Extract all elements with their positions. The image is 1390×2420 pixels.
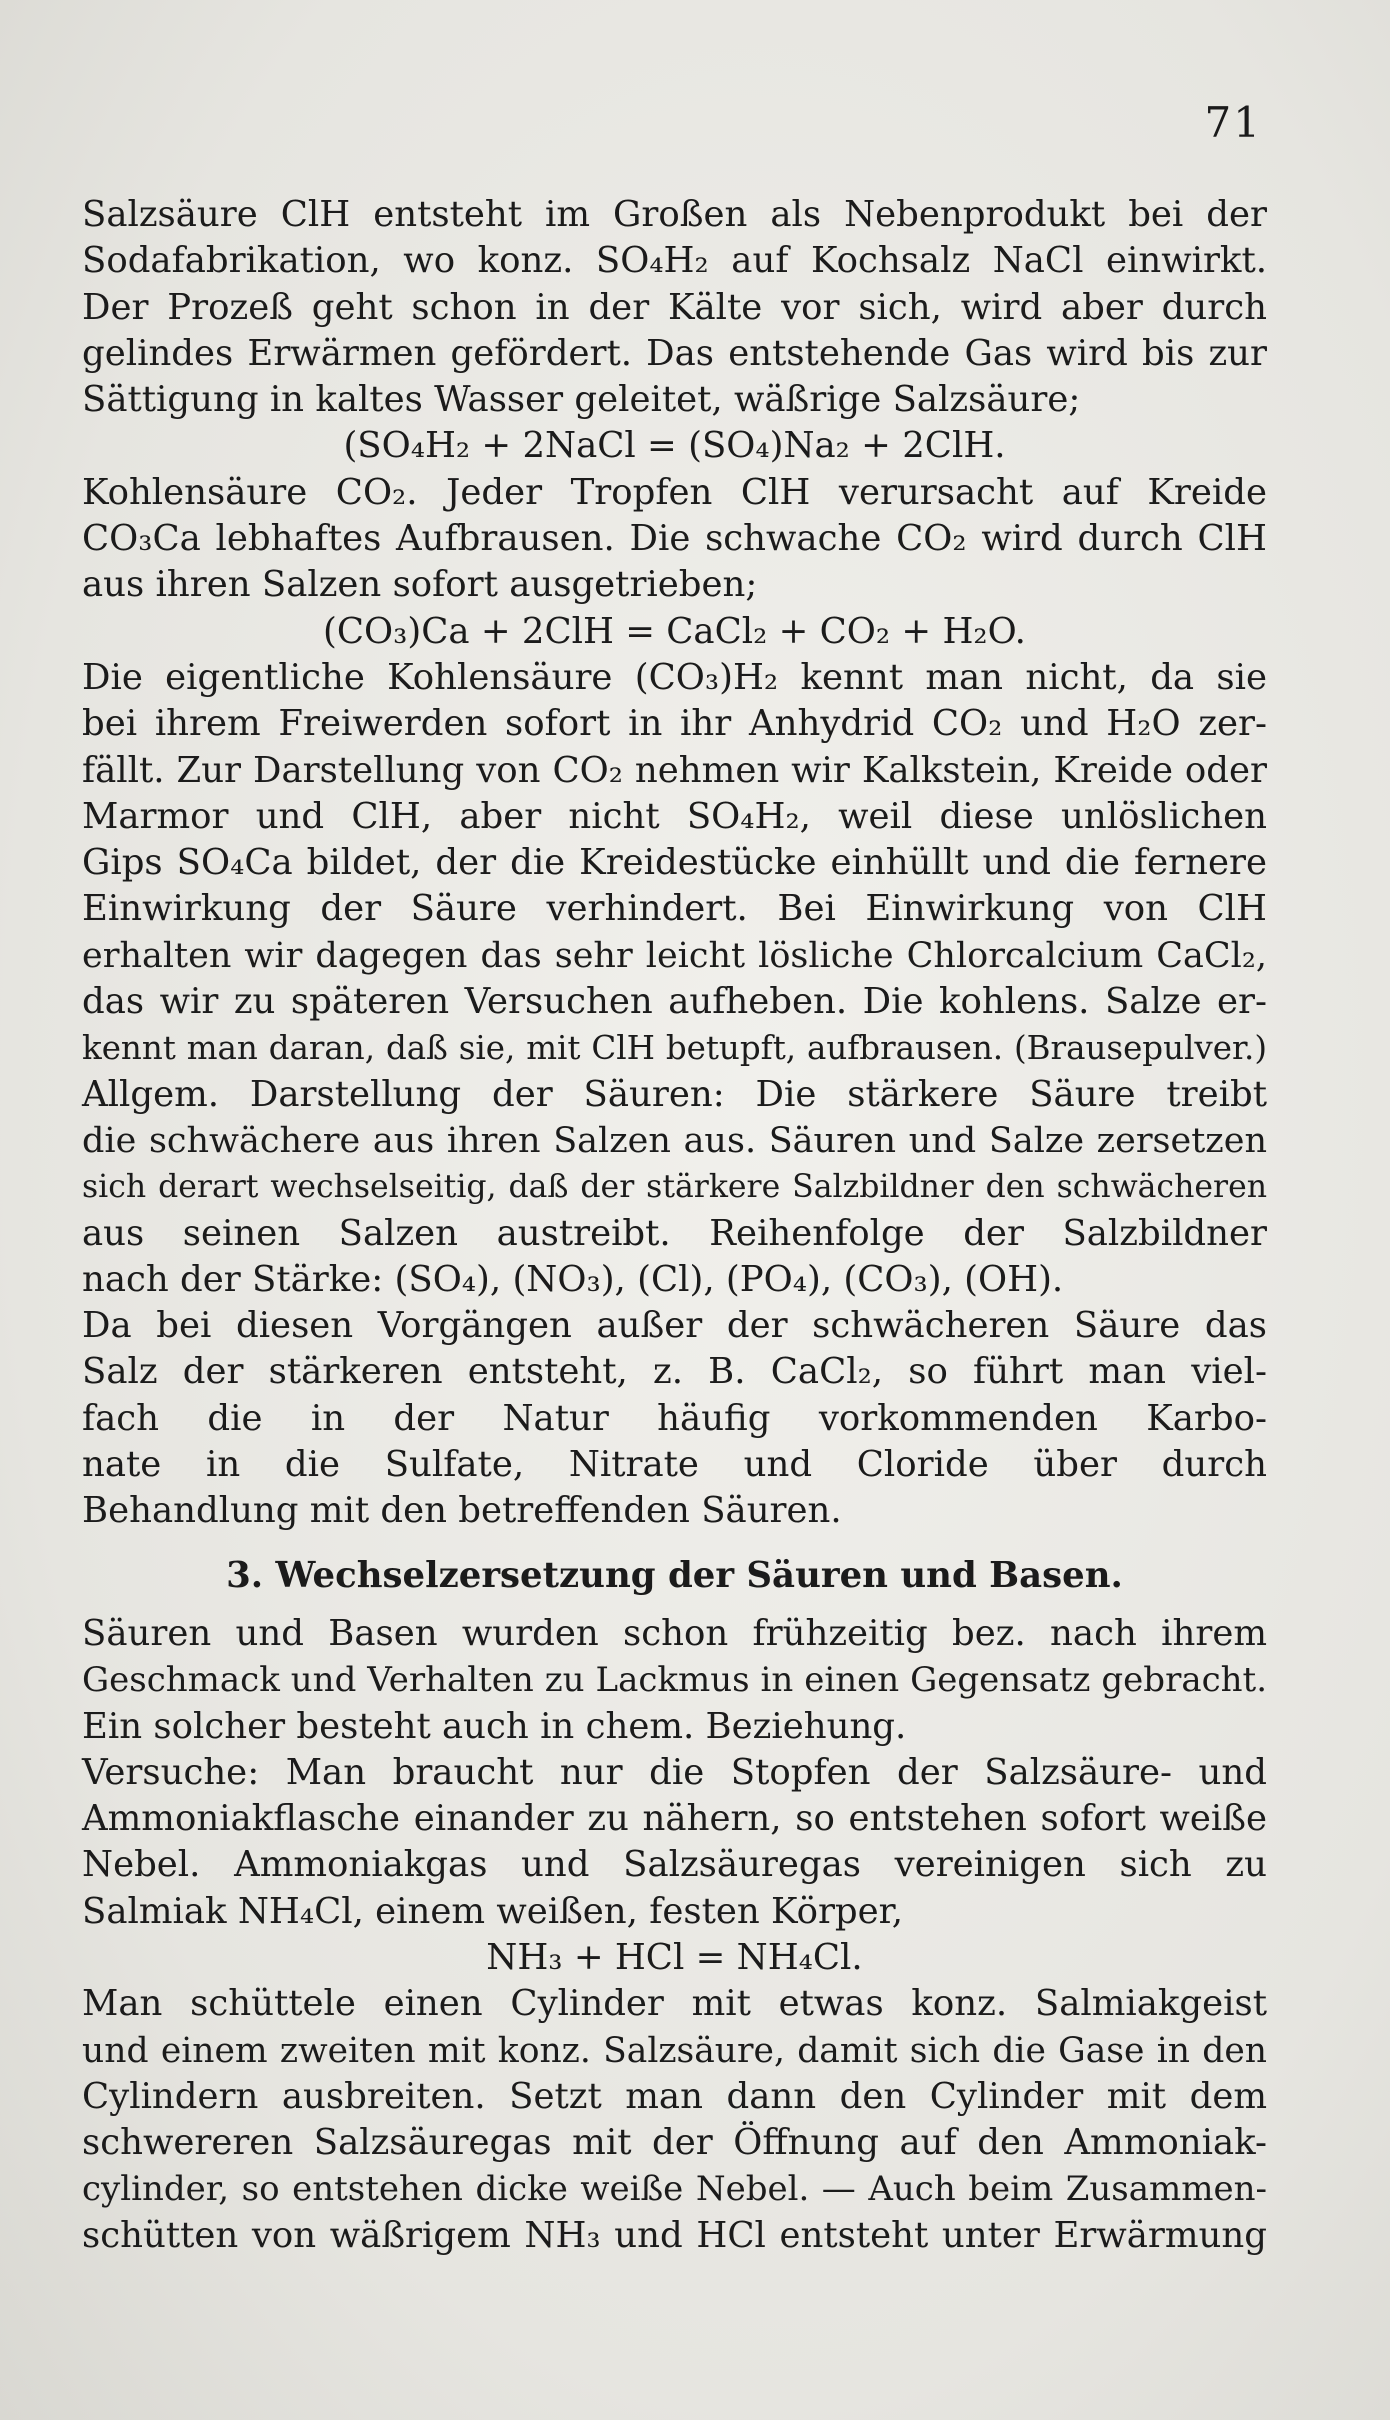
text-line: kennt man daran, daß sie, mit ClH betupft, aufbrausen. (Brausepulver.): [82, 1029, 1267, 1068]
text-line: Cylindern ausbreiten. Setzt man dann den Cylinder mit dem: [82, 2075, 1267, 2117]
text-line: fällt. Zur Darstellung von CO₂ nehmen wir Kalkstein, Kreide oder: [82, 749, 1267, 791]
text-line: cylinder, so entstehen dicke weiße Nebel. — Auch beim Zusammen-: [82, 2169, 1267, 2210]
text-line: Marmor und ClH, aber nicht SO₄H₂, weil diese unlöslichen: [82, 795, 1267, 837]
text-line: aus seinen Salzen austreibt. Reihenfolge der Salzbildner: [82, 1212, 1267, 1254]
text-line: Geschmack und Verhalten zu Lackmus in einen Gegensatz gebracht.: [82, 1660, 1267, 1701]
formula-line: (SO₄H₂ + 2NaCl = (SO₄)Na₂ + 2ClH.: [343, 425, 1006, 467]
page-number: 71: [1204, 98, 1262, 147]
text-line: Einwirkung der Säure verhindert. Bei Einwirkung von ClH: [82, 888, 1267, 930]
text-line: Salmiak NH₄Cl, einem weißen, festen Körper,: [82, 1890, 904, 1932]
text-line: Kohlensäure CO₂. Jeder Tropfen ClH verursacht auf Kreide: [82, 471, 1267, 513]
text-line: und einem zweiten mit konz. Salzsäure, damit sich die Gase in den: [82, 2030, 1267, 2071]
formula-line: (CO₃)Ca + 2ClH = CaCl₂ + CO₂ + H₂O.: [323, 610, 1026, 652]
section-heading: 3. Wechselzersetzung der Säuren und Basen.: [226, 1554, 1123, 1596]
text-line: Behandlung mit den betreffenden Säuren.: [82, 1490, 842, 1532]
text-line: erhalten wir dagegen das sehr leicht lösliche Chlorcalcium CaCl₂,: [82, 935, 1267, 976]
formula-line: NH₃ + HCl = NH₄Cl.: [486, 1936, 863, 1978]
text-line: die schwächere aus ihren Salzen aus. Säuren und Salze zersetzen: [82, 1120, 1267, 1161]
text-line: nach der Stärke: (SO₄), (NO₃), (Cl), (PO₄), (CO₃), (OH).: [82, 1258, 1064, 1300]
text-line: CO₃Ca lebhaftes Aufbrausen. Die schwache CO₂ wird durch ClH: [82, 518, 1267, 560]
text-line: bei ihrem Freiwerden sofort in ihr Anhydrid CO₂ und H₂O zer-: [82, 703, 1267, 745]
text-line: Nebel. Ammoniakgas und Salzsäuregas vereinigen sich zu: [82, 1844, 1267, 1886]
text-line: Gips SO₄Ca bildet, der die Kreidestücke einhüllt und die fernere: [82, 842, 1267, 884]
text-line: Salz der stärkeren entsteht, z. B. CaCl₂, so führt man viel-: [82, 1351, 1267, 1393]
body-text: [82, 192, 1267, 2259]
text-line: Salzsäure ClH entsteht im Großen als Nebenprodukt bei der: [82, 194, 1267, 235]
text-line: Sodafabrikation, wo konz. SO₄H₂ auf Kochsalz NaCl einwirkt.: [82, 240, 1267, 282]
text-line: Allgem. Darstellung der Säuren: Die stärkere Säure treibt: [82, 1073, 1267, 1115]
text-line: das wir zu späteren Versuchen aufheben. Die kohlens. Salze er-: [82, 981, 1267, 1023]
text-line: nate in die Sulfate, Nitrate und Cloride über durch: [82, 1444, 1267, 1486]
text-line: gelindes Erwärmen gefördert. Das entstehende Gas wird bis zur: [82, 332, 1267, 374]
text-line: Die eigentliche Kohlensäure (CO₃)H₂ kennt man nicht, da sie: [82, 656, 1267, 698]
text-line: aus ihren Salzen sofort ausgetrieben;: [82, 564, 758, 606]
text-line: schütten von wäßrigem NH₃ und HCl entsteht unter Erwärmung: [82, 2214, 1267, 2256]
text-line: Säuren und Basen wurden schon frühzeitig bez. nach ihrem: [82, 1612, 1267, 1654]
text-line: schwereren Salzsäuregas mit der Öffnung auf den Ammoniak-: [82, 2122, 1267, 2164]
text-line: Ammoniakflasche einander zu nähern, so entstehen sofort weiße: [82, 1798, 1267, 1840]
text-line: Da bei diesen Vorgängen außer der schwächeren Säure das: [82, 1305, 1267, 1347]
text-line: fach die in der Natur häufig vorkommenden Karbo-: [82, 1397, 1267, 1439]
text-line: Ein solcher besteht auch in chem. Beziehung.: [82, 1705, 907, 1747]
text-line: Versuche: Man braucht nur die Stopfen der Salzsäure- und: [82, 1751, 1267, 1793]
text-line: Man schüttele einen Cylinder mit etwas konz. Salmiakgeist: [82, 1983, 1267, 2025]
text-line: Sättigung in kaltes Wasser geleitet, wäßrige Salzsäure;: [82, 379, 1081, 421]
text-line: sich derart wechselseitig, daß der stärkere Salzbildner den schwächeren: [82, 1169, 1267, 1206]
text-line: Der Prozeß geht schon in der Kälte vor sich, wird aber durch: [82, 286, 1267, 328]
